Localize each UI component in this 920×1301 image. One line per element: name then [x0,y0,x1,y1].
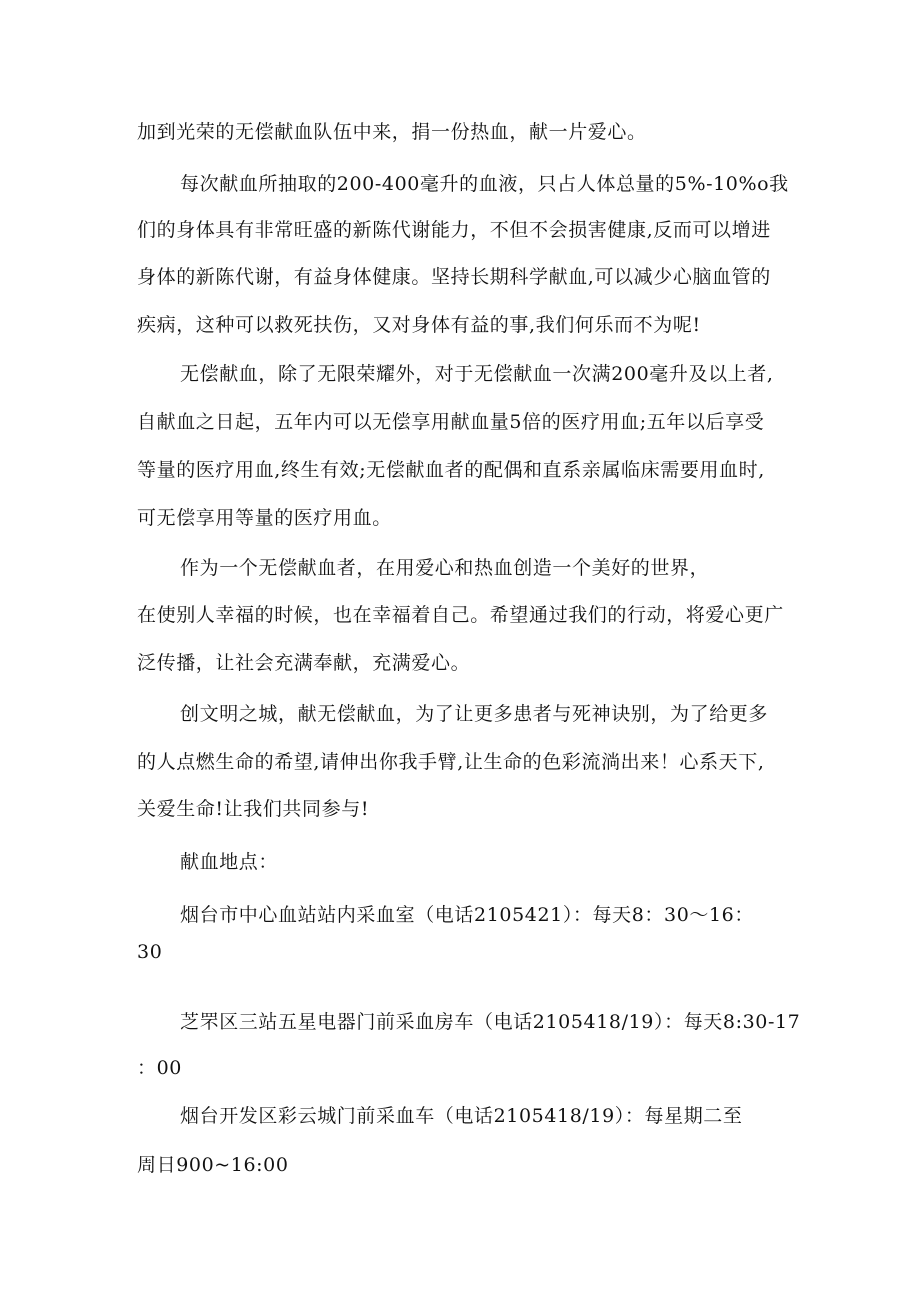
paragraph-line: 身体的新陈代谢，有益身体健康。坚持长期科学献血,可以减少心脑血管的 [137,266,771,288]
paragraph-line: 关爱生命!让我们共同参与! [137,798,370,820]
paragraph-line: 们的身体具有非常旺盛的新陈代谢能力，不但不会损害健康,反而可以增进 [137,219,771,241]
paragraph-line: 的人点燃生命的希望,请伸出你我手臂,让生命的色彩流淌出来！心系天下, [137,751,765,773]
paragraph-line: 加到光荣的无偿献血队伍中来，捐一份热血，献一片爱心。 [137,121,647,143]
paragraph-line: 泛传播，让社会充满奉献，充满爱心。 [137,652,471,674]
paragraph-line: 自献血之日起，五年内可以无偿享用献血量5倍的医疗用血;五年以后享受 [137,411,765,433]
paragraph-line: 疾病，这种可以救死扶伤，又对身体有益的事,我们何乐而不为呢! [137,314,701,336]
location-line: 30 [137,941,163,963]
location-line: 周日900~16:00 [137,1154,289,1176]
paragraph-line: 作为一个无偿献血者，在用爱心和热血创造一个美好的世界， [180,557,710,579]
paragraph-line: 创文明之城，献无偿献血，为了让更多患者与死神诀别，为了给更多 [180,703,769,725]
location-line: 芝罘区三站五星电器门前采血房车（电话2105418/19）：每天8:30-17 [180,1011,801,1033]
paragraph-line: 每次献血所抽取的200-400毫升的血液，只占人体总量的5%-10%o我 [180,173,789,195]
paragraph-line: 无偿献血，除了无限荣耀外，对于无偿献血一次满200毫升及以上者, [180,363,774,385]
location-line: ：00 [137,1057,182,1079]
paragraph-line: 在使别人幸福的时候，也在幸福着自己。希望通过我们的行动，将爱心更广 [137,604,784,626]
section-heading: 献血地点： [180,851,279,873]
location-line: 烟台市中心血站站内采血室（电话2105421）：每天8：30～16： [180,904,754,926]
location-line: 烟台开发区彩云城门前采血车（电话2105418/19）：每星期二至 [180,1105,743,1127]
paragraph-line: 等量的医疗用血,终生有效;无偿献血者的配偶和直系亲属临床需要用血时, [137,459,765,481]
paragraph-line: 可无偿享用等量的医疗用血。 [137,507,392,529]
